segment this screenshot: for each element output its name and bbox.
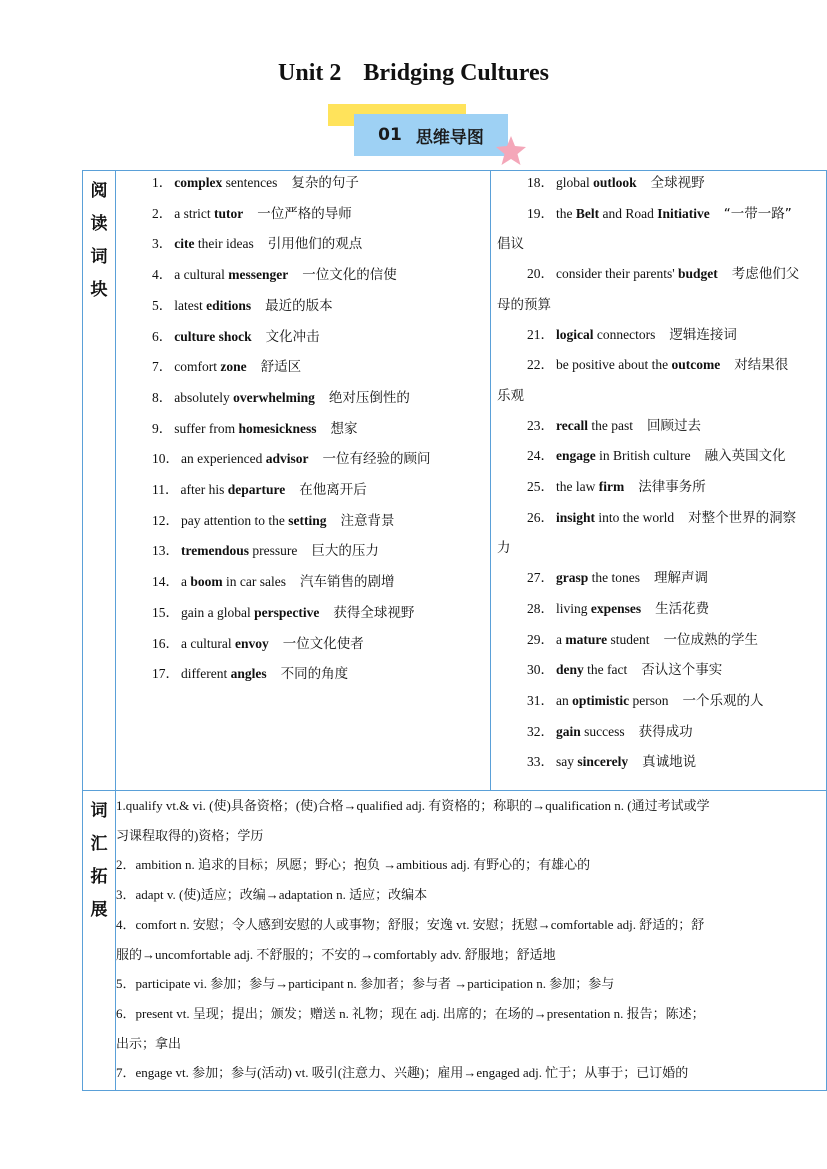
item-keyword: cite <box>174 236 195 252</box>
item-number: 7． <box>152 359 173 375</box>
item-keyword: recall <box>556 417 588 433</box>
item-number: 26． <box>527 509 554 525</box>
item-text: after his <box>180 482 228 498</box>
list-item <box>116 598 490 629</box>
item-number: 20． <box>527 266 554 282</box>
item-number: 18． <box>527 175 554 190</box>
vocab-content <box>116 791 827 1091</box>
item-chinese: 复杂的句子 <box>291 175 359 191</box>
item-text: the tones <box>588 570 641 586</box>
vocab-line: 2．ambition n. 追求的目标；夙愿；野心；抱负 →ambitious adj. 有野心的；有雄心的 <box>116 857 591 873</box>
item-keyword: angles <box>230 666 267 682</box>
item-number: 14． <box>152 574 179 590</box>
item-chinese: 一位成熟的学生 <box>663 631 758 648</box>
item-chinese: 否认这个事实 <box>641 662 723 679</box>
item-number: 6． <box>152 328 173 344</box>
list-item <box>491 411 826 442</box>
item-text: the law <box>556 479 599 495</box>
item-chinese: 一位文化使者 <box>282 635 364 652</box>
list-item <box>491 441 826 472</box>
reading-row <box>83 171 827 791</box>
list-item <box>491 503 826 534</box>
item-keyword: editions <box>206 297 252 313</box>
list-item <box>116 352 490 383</box>
item-text: an <box>556 692 573 708</box>
item-chinese: 汽车销售的剧增 <box>300 574 395 591</box>
item-text: the <box>556 205 576 221</box>
page-title <box>0 60 827 87</box>
item-keyword: logical <box>556 326 594 342</box>
item-keyword: departure <box>227 482 286 498</box>
list-item <box>491 625 826 656</box>
item-keyword: grasp <box>556 570 589 586</box>
vocab-line: 6．present vt. 呈现；提出；颁发；赠送 n. 礼物；现在 adj. 出席的；在场的→presentation n. 报告；陈述； <box>116 1005 705 1021</box>
item-text: suffer from <box>174 420 239 436</box>
item-number: 27． <box>527 570 554 586</box>
item-chinese: 巨大的压力 <box>311 543 379 560</box>
item-number: 11． <box>152 482 179 498</box>
item-text: success <box>580 723 625 739</box>
reading-label <box>83 171 116 791</box>
badge-label <box>354 114 508 156</box>
item-number: 15． <box>152 604 179 620</box>
item-text: in British culture <box>595 448 691 464</box>
item-chinese: 注意背景 <box>340 512 395 529</box>
label-char: 拓 <box>90 867 108 887</box>
item-number: 25． <box>527 479 554 495</box>
list-item <box>116 567 490 598</box>
item-text: gain a global <box>181 604 255 620</box>
vocab-line: 7．engage vt. 参加；参与(活动) vt. 吸引(注意力、兴趣)；雇用→engaged adj. 忙于；从事于；已订婚的 <box>116 1065 689 1081</box>
item-text: a cultural <box>181 635 235 651</box>
content-table <box>82 170 827 1091</box>
vocab-row <box>83 791 827 1091</box>
item-keyword: culture shock <box>174 328 252 344</box>
item-chinese: 一位文化的信使 <box>302 267 397 284</box>
item-keyword: deny <box>556 662 584 678</box>
list-item <box>491 747 826 778</box>
item-keyword: perspective <box>254 604 320 620</box>
item-text: and Road <box>599 205 658 221</box>
item-keyword: Belt <box>575 205 600 221</box>
list-item <box>116 291 490 322</box>
list-item <box>116 168 490 199</box>
item-number: 8． <box>152 389 173 405</box>
item-chinese: 对结果很 <box>734 357 789 374</box>
item-keyword: tremendous <box>181 543 250 559</box>
list-item <box>491 320 826 351</box>
item-chinese: 生活花费 <box>655 600 710 617</box>
item-chinese: 融入英国文化 <box>704 448 786 465</box>
vocab-line: 4．comfort n. 安慰；令人感到安慰的人或事物；舒服；安逸 vt. 安慰；抚慰→comfortable adj. 舒适的；舒 <box>116 916 705 932</box>
list-item <box>116 260 490 291</box>
badge-number: 01 <box>378 125 402 145</box>
item-keyword: boom <box>190 574 223 590</box>
item-number: 24． <box>527 448 554 464</box>
item-keyword: gain <box>556 723 581 739</box>
unit-number: Unit 2 <box>278 60 342 86</box>
item-number: 16． <box>152 635 179 651</box>
badge-text: 思维导图 <box>415 127 484 148</box>
item-number: 12． <box>152 512 179 528</box>
item-text: comfort <box>174 359 221 375</box>
vocab-line: 服的→uncomfortable adj. 不舒服的；不安的→comfortably adv. 舒服地；舒适地 <box>116 946 556 962</box>
item-text: connectors <box>593 326 656 342</box>
item-keyword: tutor <box>214 205 244 221</box>
vocab-label <box>83 791 116 1091</box>
item-number: 3． <box>152 236 173 252</box>
item-text: person <box>629 692 669 708</box>
item-keyword: outcome <box>671 357 721 373</box>
list-item <box>116 659 490 690</box>
list-item <box>116 506 490 537</box>
list-item <box>491 563 826 594</box>
label-char: 块 <box>90 280 108 300</box>
item-keyword: homesickness <box>238 420 317 436</box>
item-chinese: 对整个世界的洞察 <box>688 509 797 526</box>
item-chinese: 文化冲击 <box>265 328 320 345</box>
unit-name: Bridging Cultures <box>363 60 549 86</box>
label-char: 展 <box>90 900 108 920</box>
item-keyword: setting <box>288 512 327 528</box>
item-chinese: 真诚地说 <box>642 754 697 771</box>
item-chinese: 回顾过去 <box>646 417 701 434</box>
vocab-line: 5．participate vi. 参加；参与→participant n. 参加者；参与者 →participation n. 参加；参与 <box>116 976 615 992</box>
vocab-line: 习课程取得的)资格；学历 <box>116 827 264 843</box>
label-char: 词 <box>90 247 108 267</box>
item-number: 5． <box>152 297 173 313</box>
vocab-line: 出示；拿出 <box>116 1035 182 1051</box>
item-text: student <box>607 631 650 647</box>
list-item <box>116 322 490 353</box>
item-keyword: firm <box>598 479 625 495</box>
item-number: 22． <box>527 357 554 373</box>
label-char: 阅 <box>90 181 108 201</box>
item-number: 33． <box>527 754 554 770</box>
list-item <box>491 717 826 748</box>
label-char: 读 <box>90 214 108 234</box>
item-chinese: 逻辑连接词 <box>669 326 737 343</box>
item-chinese: 法律事务所 <box>638 479 706 496</box>
list-item <box>491 655 826 686</box>
item-text: absolutely <box>174 389 234 405</box>
item-number: 10． <box>152 451 179 467</box>
item-continuation: 力 <box>497 540 511 556</box>
list-item <box>116 383 490 414</box>
item-text: in car sales <box>222 574 286 590</box>
item-chinese: 想家 <box>330 420 358 437</box>
item-keyword: Initiative <box>657 205 710 221</box>
item-continuation: 母的预算 <box>497 296 551 312</box>
item-text: be positive about the <box>556 357 672 373</box>
item-keyword: zone <box>220 359 247 375</box>
item-keyword: insight <box>556 509 596 525</box>
reading-left-column <box>116 171 491 791</box>
item-keyword: outlook <box>593 175 637 190</box>
item-number: 19． <box>527 205 554 221</box>
item-keyword: sincerely <box>577 754 629 770</box>
item-text: a <box>181 574 191 590</box>
item-keyword: budget <box>678 266 718 282</box>
label-char: 词 <box>90 801 108 821</box>
item-keyword: engage <box>556 448 596 464</box>
star-icon <box>494 134 528 168</box>
list-item <box>116 475 490 506</box>
item-text: into the world <box>595 509 675 525</box>
item-continuation: 倡议 <box>497 236 524 252</box>
item-keyword: mature <box>565 631 608 647</box>
item-keyword: envoy <box>234 635 269 651</box>
list-item <box>116 536 490 567</box>
item-text: the past <box>587 417 633 433</box>
list-item <box>491 686 826 717</box>
list-item <box>116 444 490 475</box>
vocab-line: 1.qualify vt.& vi. (使)具备资格；(使)合格→qualified adj. 有资格的；称职的→qualification n. (通过考试或学 <box>116 798 710 813</box>
item-text: different <box>181 666 231 682</box>
list-item <box>116 229 490 260</box>
item-text: a cultural <box>174 267 229 283</box>
item-text: pressure <box>249 543 298 559</box>
item-chinese: 一个乐观的人 <box>682 692 764 709</box>
item-keyword: messenger <box>228 267 289 283</box>
list-item <box>491 199 826 230</box>
item-number: 29． <box>527 631 554 647</box>
list-item <box>116 629 490 660</box>
item-chinese: 获得成功 <box>638 723 693 740</box>
item-text: their ideas <box>194 236 254 252</box>
item-number: 21． <box>527 326 554 342</box>
item-chinese: 获得全球视野 <box>333 604 415 621</box>
item-number: 32． <box>527 723 554 739</box>
item-keyword: optimistic <box>572 692 630 708</box>
item-keyword: complex <box>174 175 223 190</box>
item-continuation: 乐观 <box>497 387 524 403</box>
item-number: 9． <box>152 420 173 436</box>
vocab-line: 3．adapt v. (使)适应；改编→adaptation n. 适应；改编本 <box>116 887 428 903</box>
item-chinese: 舒适区 <box>260 359 302 376</box>
item-text: a strict <box>174 205 214 221</box>
item-chinese: 理解声调 <box>654 570 709 587</box>
item-text: latest <box>174 297 207 313</box>
list-item <box>491 168 826 199</box>
item-number: 17． <box>152 666 179 682</box>
item-number: 13． <box>152 543 179 559</box>
item-number: 23． <box>527 417 554 433</box>
item-chinese: “一带一路” <box>723 205 792 222</box>
item-chinese: 在他离开后 <box>299 482 367 499</box>
label-char: 汇 <box>90 834 108 854</box>
list-item <box>491 472 826 503</box>
item-text: living <box>556 600 591 616</box>
item-chinese: 全球视野 <box>650 175 705 191</box>
item-text: pay attention to the <box>181 512 289 528</box>
item-number: 28． <box>527 600 554 616</box>
item-number: 4． <box>152 267 173 283</box>
item-chinese: 考虑他们父 <box>731 266 800 283</box>
section-badge <box>328 104 528 168</box>
item-text: a <box>556 631 566 647</box>
reading-right-column <box>491 171 827 791</box>
item-text: an experienced <box>181 451 266 467</box>
item-number: 31． <box>527 692 554 708</box>
list-item <box>491 350 826 381</box>
list-item <box>491 259 826 290</box>
item-text: global <box>556 175 594 190</box>
item-chinese: 一位严格的导师 <box>257 205 352 222</box>
item-chinese: 最近的版本 <box>265 297 333 314</box>
item-keyword: expenses <box>590 600 642 616</box>
list-item <box>491 594 826 625</box>
item-text: say <box>556 754 578 770</box>
item-keyword: overwhelming <box>233 389 315 405</box>
list-item <box>116 414 490 445</box>
item-number: 30． <box>527 662 554 678</box>
item-text: sentences <box>222 175 278 190</box>
item-text: the fact <box>583 662 628 678</box>
item-chinese: 不同的角度 <box>280 666 349 683</box>
item-keyword: advisor <box>265 451 309 467</box>
list-item <box>116 199 490 230</box>
item-text: consider their parents' <box>556 266 679 282</box>
item-chinese: 引用他们的观点 <box>267 236 363 253</box>
item-number: 1． <box>152 175 173 190</box>
item-chinese: 一位有经验的顾问 <box>322 451 431 468</box>
item-number: 2． <box>152 205 173 221</box>
item-chinese: 绝对压倒性的 <box>328 389 410 406</box>
